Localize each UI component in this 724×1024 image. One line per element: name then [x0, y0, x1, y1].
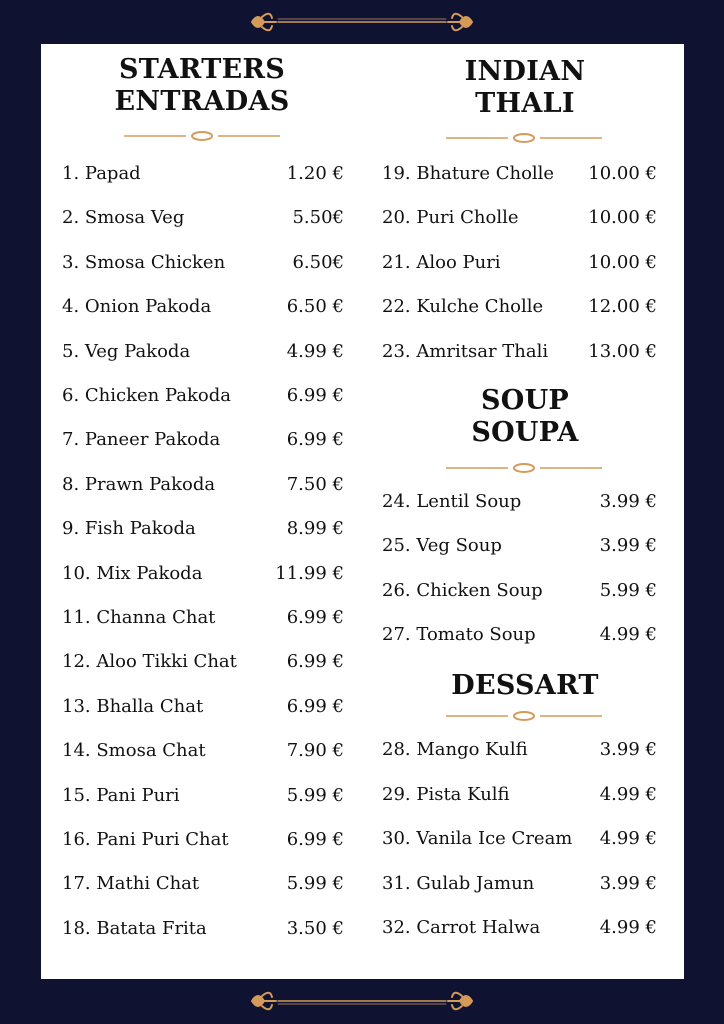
soup-divider-icon: [444, 462, 604, 474]
menu-item-name: 26. Chicken Soup: [382, 580, 543, 601]
menu-item: [382, 623, 657, 647]
menu-item-price: 10.00 €: [588, 207, 657, 228]
menu-item-name: 11. Channa Chat: [62, 607, 216, 628]
menu-item-name: 16. Pani Puri Chat: [62, 829, 229, 850]
menu-item: [382, 579, 657, 603]
menu-item-name: 22. Kulche Cholle: [382, 296, 544, 317]
menu-item: [382, 295, 657, 319]
menu-item: [62, 251, 344, 275]
menu-item-price: 6.99 €: [286, 385, 344, 406]
menu-item-price: 12.00 €: [588, 296, 657, 317]
menu-item-price: 5.99 €: [286, 785, 344, 806]
menu-item-price: 7.50 €: [286, 474, 344, 495]
menu-item-name: 30. Vanila Ice Cream: [382, 828, 573, 849]
menu-item: [382, 490, 657, 514]
menu-item-name: 32. Carrot Halwa: [382, 917, 541, 938]
menu-item-price: 6.99 €: [286, 696, 344, 717]
menu-item-price: 1.20 €: [286, 163, 344, 184]
menu-item: [382, 251, 657, 275]
menu-item-name: 28. Mango Kulfi: [382, 739, 528, 760]
menu-item-price: 5.99 €: [599, 580, 657, 601]
menu-item-price: 4.99 €: [599, 828, 657, 849]
menu-item: [62, 206, 344, 230]
menu-item-name: 31. Gulab Jamun: [382, 873, 535, 894]
menu-item-price: 3.50 €: [286, 918, 344, 939]
menu-item-name: 6. Chicken Pakoda: [62, 385, 232, 406]
menu-item-price: 6.99 €: [286, 829, 344, 850]
menu-item-price: 10.00 €: [588, 252, 657, 273]
menu-item-price: 3.99 €: [599, 535, 657, 556]
menu-item-name: 10. Mix Pakoda: [62, 563, 203, 584]
menu-item-price: 6.99 €: [286, 607, 344, 628]
menu-item-price: 4.99 €: [599, 624, 657, 645]
menu-item-price: 4.99 €: [599, 917, 657, 938]
menu-item: [62, 384, 344, 408]
menu-item: [382, 916, 657, 940]
menu-item-name: 4. Onion Pakoda: [62, 296, 212, 317]
menu-item-name: 29. Pista Kulfi: [382, 784, 510, 805]
menu-item-name: 27. Tomato Soup: [382, 624, 536, 645]
menu-item-price: 10.00 €: [588, 163, 657, 184]
menu-item: [382, 206, 657, 230]
menu-item-price: 13.00 €: [588, 341, 657, 362]
menu-item: [62, 428, 344, 452]
menu-item-name: 13. Bhalla Chat: [62, 696, 204, 717]
menu-item-price: 3.99 €: [599, 873, 657, 894]
menu-item-name: 20. Puri Cholle: [382, 207, 519, 228]
menu-item-price: 6.99 €: [286, 429, 344, 450]
menu-item: [62, 650, 344, 674]
menu-item: [382, 738, 657, 762]
menu-item-name: 24. Lentil Soup: [382, 491, 522, 512]
menu-item: [62, 473, 344, 497]
menu-item-name: 5. Veg Pakoda: [62, 341, 191, 362]
menu-item-name: 17. Mathi Chat: [62, 873, 200, 894]
menu-item: [382, 872, 657, 896]
menu-item: [382, 827, 657, 851]
menu-item: [62, 295, 344, 319]
menu-item-price: 6.50€: [292, 252, 344, 273]
menu-item-price: 6.50 €: [286, 296, 344, 317]
starters-subtitle: ENTRADAS: [114, 86, 290, 117]
menu-item-name: 14. Smosa Chat: [62, 740, 206, 761]
top-ornament-icon: [242, 8, 482, 36]
menu-item-name: 15. Pani Puri: [62, 785, 180, 806]
menu-item-name: 12. Aloo Tikki Chat: [62, 651, 237, 672]
menu-item-price: 5.50€: [292, 207, 344, 228]
bottom-ornament-icon: [242, 987, 482, 1015]
menu-item-name: 25. Veg Soup: [382, 535, 502, 556]
menu-item: [62, 340, 344, 364]
menu-item-price: 4.99 €: [286, 341, 344, 362]
thali-divider-icon: [444, 132, 604, 144]
thali-title: INDIAN: [464, 56, 586, 87]
menu-item: [62, 917, 344, 941]
starters-title: STARTERS: [118, 54, 286, 85]
menu-item-name: 3. Smosa Chicken: [62, 252, 226, 273]
menu-item: [382, 783, 657, 807]
menu-item-name: 2. Smosa Veg: [62, 207, 185, 228]
menu-item: [62, 739, 344, 763]
menu-item: [382, 340, 657, 364]
menu-item: [382, 162, 657, 186]
menu-item: [62, 872, 344, 896]
menu-item-name: 18. Batata Frita: [62, 918, 207, 939]
dessert-heading: [410, 670, 640, 702]
menu-item: [382, 534, 657, 558]
soup-heading: [410, 385, 640, 449]
menu-item-price: 6.99 €: [286, 651, 344, 672]
menu-item: [62, 162, 344, 186]
starters-divider-icon: [122, 130, 282, 142]
menu-item: [62, 562, 344, 586]
menu-item: [62, 606, 344, 630]
menu-item: [62, 828, 344, 852]
menu-item-name: 7. Paneer Pakoda: [62, 429, 221, 450]
menu-item-price: 5.99 €: [286, 873, 344, 894]
menu-item-price: 8.99 €: [286, 518, 344, 539]
menu-item-name: 21. Aloo Puri: [382, 252, 501, 273]
menu-item-price: 3.99 €: [599, 739, 657, 760]
menu-item-name: 23. Amritsar Thali: [382, 341, 549, 362]
menu-item-name: 1. Papad: [62, 163, 141, 184]
menu-item: [62, 695, 344, 719]
menu-item: [62, 517, 344, 541]
menu-item-price: 4.99 €: [599, 784, 657, 805]
menu-item-price: 3.99 €: [599, 491, 657, 512]
menu-item-name: 8. Prawn Pakoda: [62, 474, 216, 495]
thali-subtitle: THALI: [475, 88, 575, 119]
menu-item-name: 19. Bhature Cholle: [382, 163, 555, 184]
dessert-title: DESSART: [451, 670, 599, 701]
dessert-divider-icon: [444, 710, 604, 722]
soup-title: SOUP: [480, 385, 570, 416]
thali-heading: [410, 56, 640, 120]
menu-item: [62, 784, 344, 808]
menu-item-price: 11.99 €: [275, 563, 344, 584]
soup-subtitle: SOUPA: [471, 417, 579, 448]
menu-item-price: 7.90 €: [286, 740, 344, 761]
menu-item-name: 9. Fish Pakoda: [62, 518, 196, 539]
starters-heading: [92, 54, 312, 118]
